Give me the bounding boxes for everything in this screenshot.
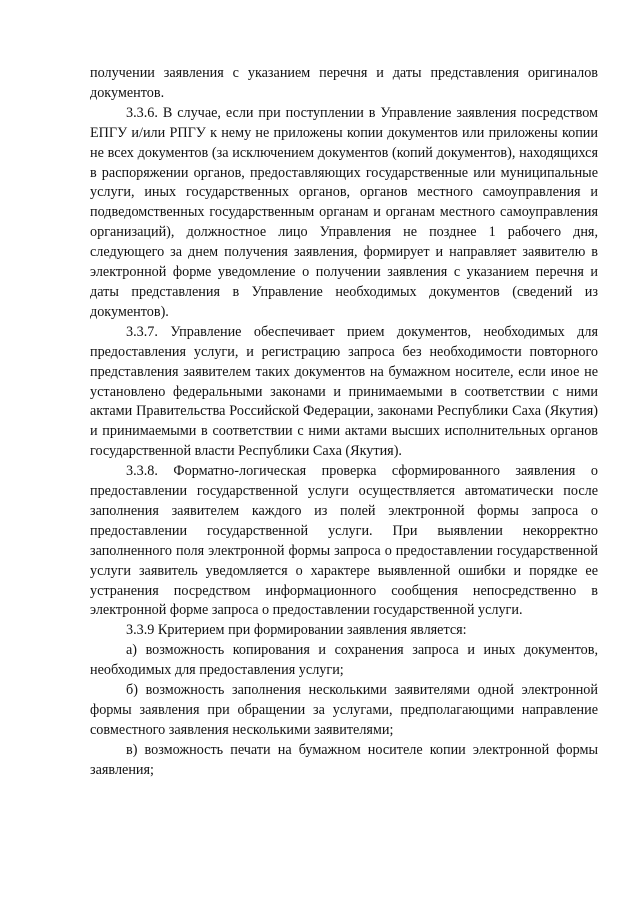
- paragraph-continuation: получении заявления с указанием перечня и даты представления оригиналов документов.: [90, 65, 598, 101]
- paragraph-3-3-9: 3.3.9 Критерием при формировании заявления является:: [126, 622, 467, 639]
- list-item-b: б) возможность заполнения несколькими заявителями одной электронной формы заявления при обращении за услугами, предполагающими направление совместного заявления несколькими заявителями;: [90, 682, 598, 738]
- paragraph-3-3-6: 3.3.6. В случае, если при поступлении в Управление заявления посредством ЕПГУ и/или РПГУ к нему не приложены копии документов или приложены копии не всех документов (за исключением документов (копий документов), находящихся в распоряжении органов, предоставляющих государственные или муниципальные услуги, иных государственных органов, органов местного самоуправления и подведомственных государственным органам и органам местного самоуправления организаций), должностное лицо Управления не позднее 1 рабочего дня, следующего за днем получения заявления, формирует и направляет заявителю в электронной форме уведомление о получении заявления с указанием перечня и даты представления в Управление необходимых документов (сведений из документов).: [90, 104, 598, 320]
- list-item-a: а) возможность копирования и сохранения запроса и иных документов, необходимых для предоставления услуги;: [90, 642, 598, 679]
- list-item-v: в) возможность печати на бумажном носителе копии электронной формы заявления;: [90, 741, 598, 778]
- paragraph-3-3-8: 3.3.8. Форматно-логическая проверка сформированного заявления о предоставлении государственной услуги осуществляется автоматически после заполнения заявителем каждого из полей электронной формы запроса о предоставлении государственной услуги. При выявлении некорректно заполненного поля электронной формы запроса о предоставлении государственной услуги заявитель уведомляется о характере выявленной ошибки и порядке ее устранения посредством информационного сообщения непосредственно в электронной форме запроса о предоставлении государственной услуги.: [90, 463, 598, 619]
- document-page: [90, 64, 598, 781]
- paragraph-3-3-7: 3.3.7. Управление обеспечивает прием документов, необходимых для предоставления услуги, и регистрацию запроса без необходимости повторного представления заявителем таких документов на бумажном носителе, если иное не установлено федеральными законами и принимаемыми в соответствии с ними актами Правительства Российской Федерации, законами Республики Саха (Якутия) и принимаемыми в соответствии с ними актами высших исполнительных органов государственной власти Республики Саха (Якутия).: [90, 323, 598, 460]
